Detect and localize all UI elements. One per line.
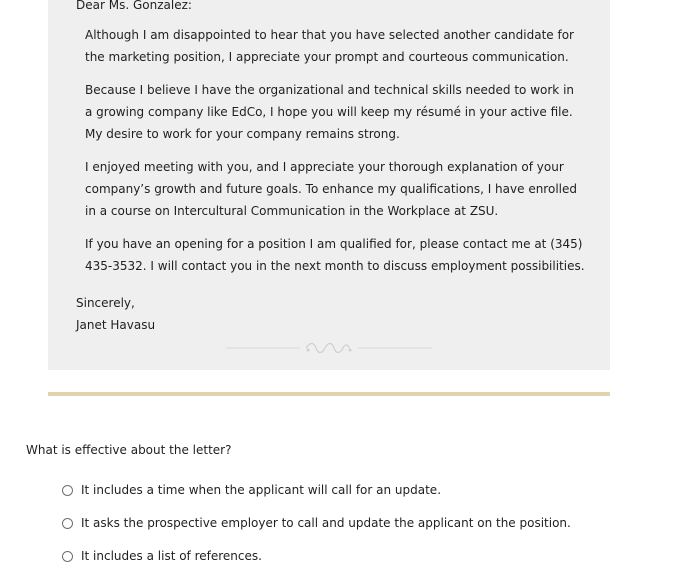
radio-button-icon[interactable] bbox=[62, 551, 73, 562]
letter-paragraph-4: If you have an opening for a position I am qualified for, please contact me at (345) 435-3532. I will contact you in the next month to discuss employment possibilities. bbox=[85, 237, 585, 273]
letter-paragraph-2: Because I believe I have the organizational and technical skills needed to work in a growing company like EdCo, I hope you will keep my résumé in your active file. My desire to work for your company remains strong. bbox=[85, 83, 575, 141]
answer-option-label: It includes a time when the applicant will call for an update. bbox=[81, 483, 442, 497]
answer-option-3[interactable] bbox=[62, 549, 262, 563]
letter-closing: Sincerely, bbox=[76, 296, 135, 310]
letter-panel bbox=[48, 0, 610, 370]
answer-option-2[interactable] bbox=[62, 516, 571, 530]
radio-button-icon[interactable] bbox=[62, 485, 73, 496]
letter-salutation: Dear Ms. Gonzalez: bbox=[76, 0, 192, 12]
letter-paragraph-3: I enjoyed meeting with you, and I appreciate your thorough explanation of your company’s growth and future goals. To enhance my qualifications, I have enrolled in a course on Intercultural Communication in the Workplace at ZSU. bbox=[85, 160, 577, 218]
answer-option-label: It includes a list of references. bbox=[81, 549, 262, 563]
flourish-ornament-icon bbox=[226, 338, 432, 358]
section-divider bbox=[48, 392, 610, 396]
letter-paragraph-1: Although I am disappointed to hear that you have selected another candidate for the marketing position, I appreciate your prompt and courteous communication. bbox=[85, 28, 574, 64]
question-text: What is effective about the letter? bbox=[26, 443, 232, 457]
answer-option-1[interactable] bbox=[62, 483, 441, 497]
radio-button-icon[interactable] bbox=[62, 518, 73, 529]
answer-option-label: It asks the prospective employer to call and update the applicant on the position. bbox=[81, 516, 571, 530]
letter-signature: Janet Havasu bbox=[76, 318, 156, 332]
